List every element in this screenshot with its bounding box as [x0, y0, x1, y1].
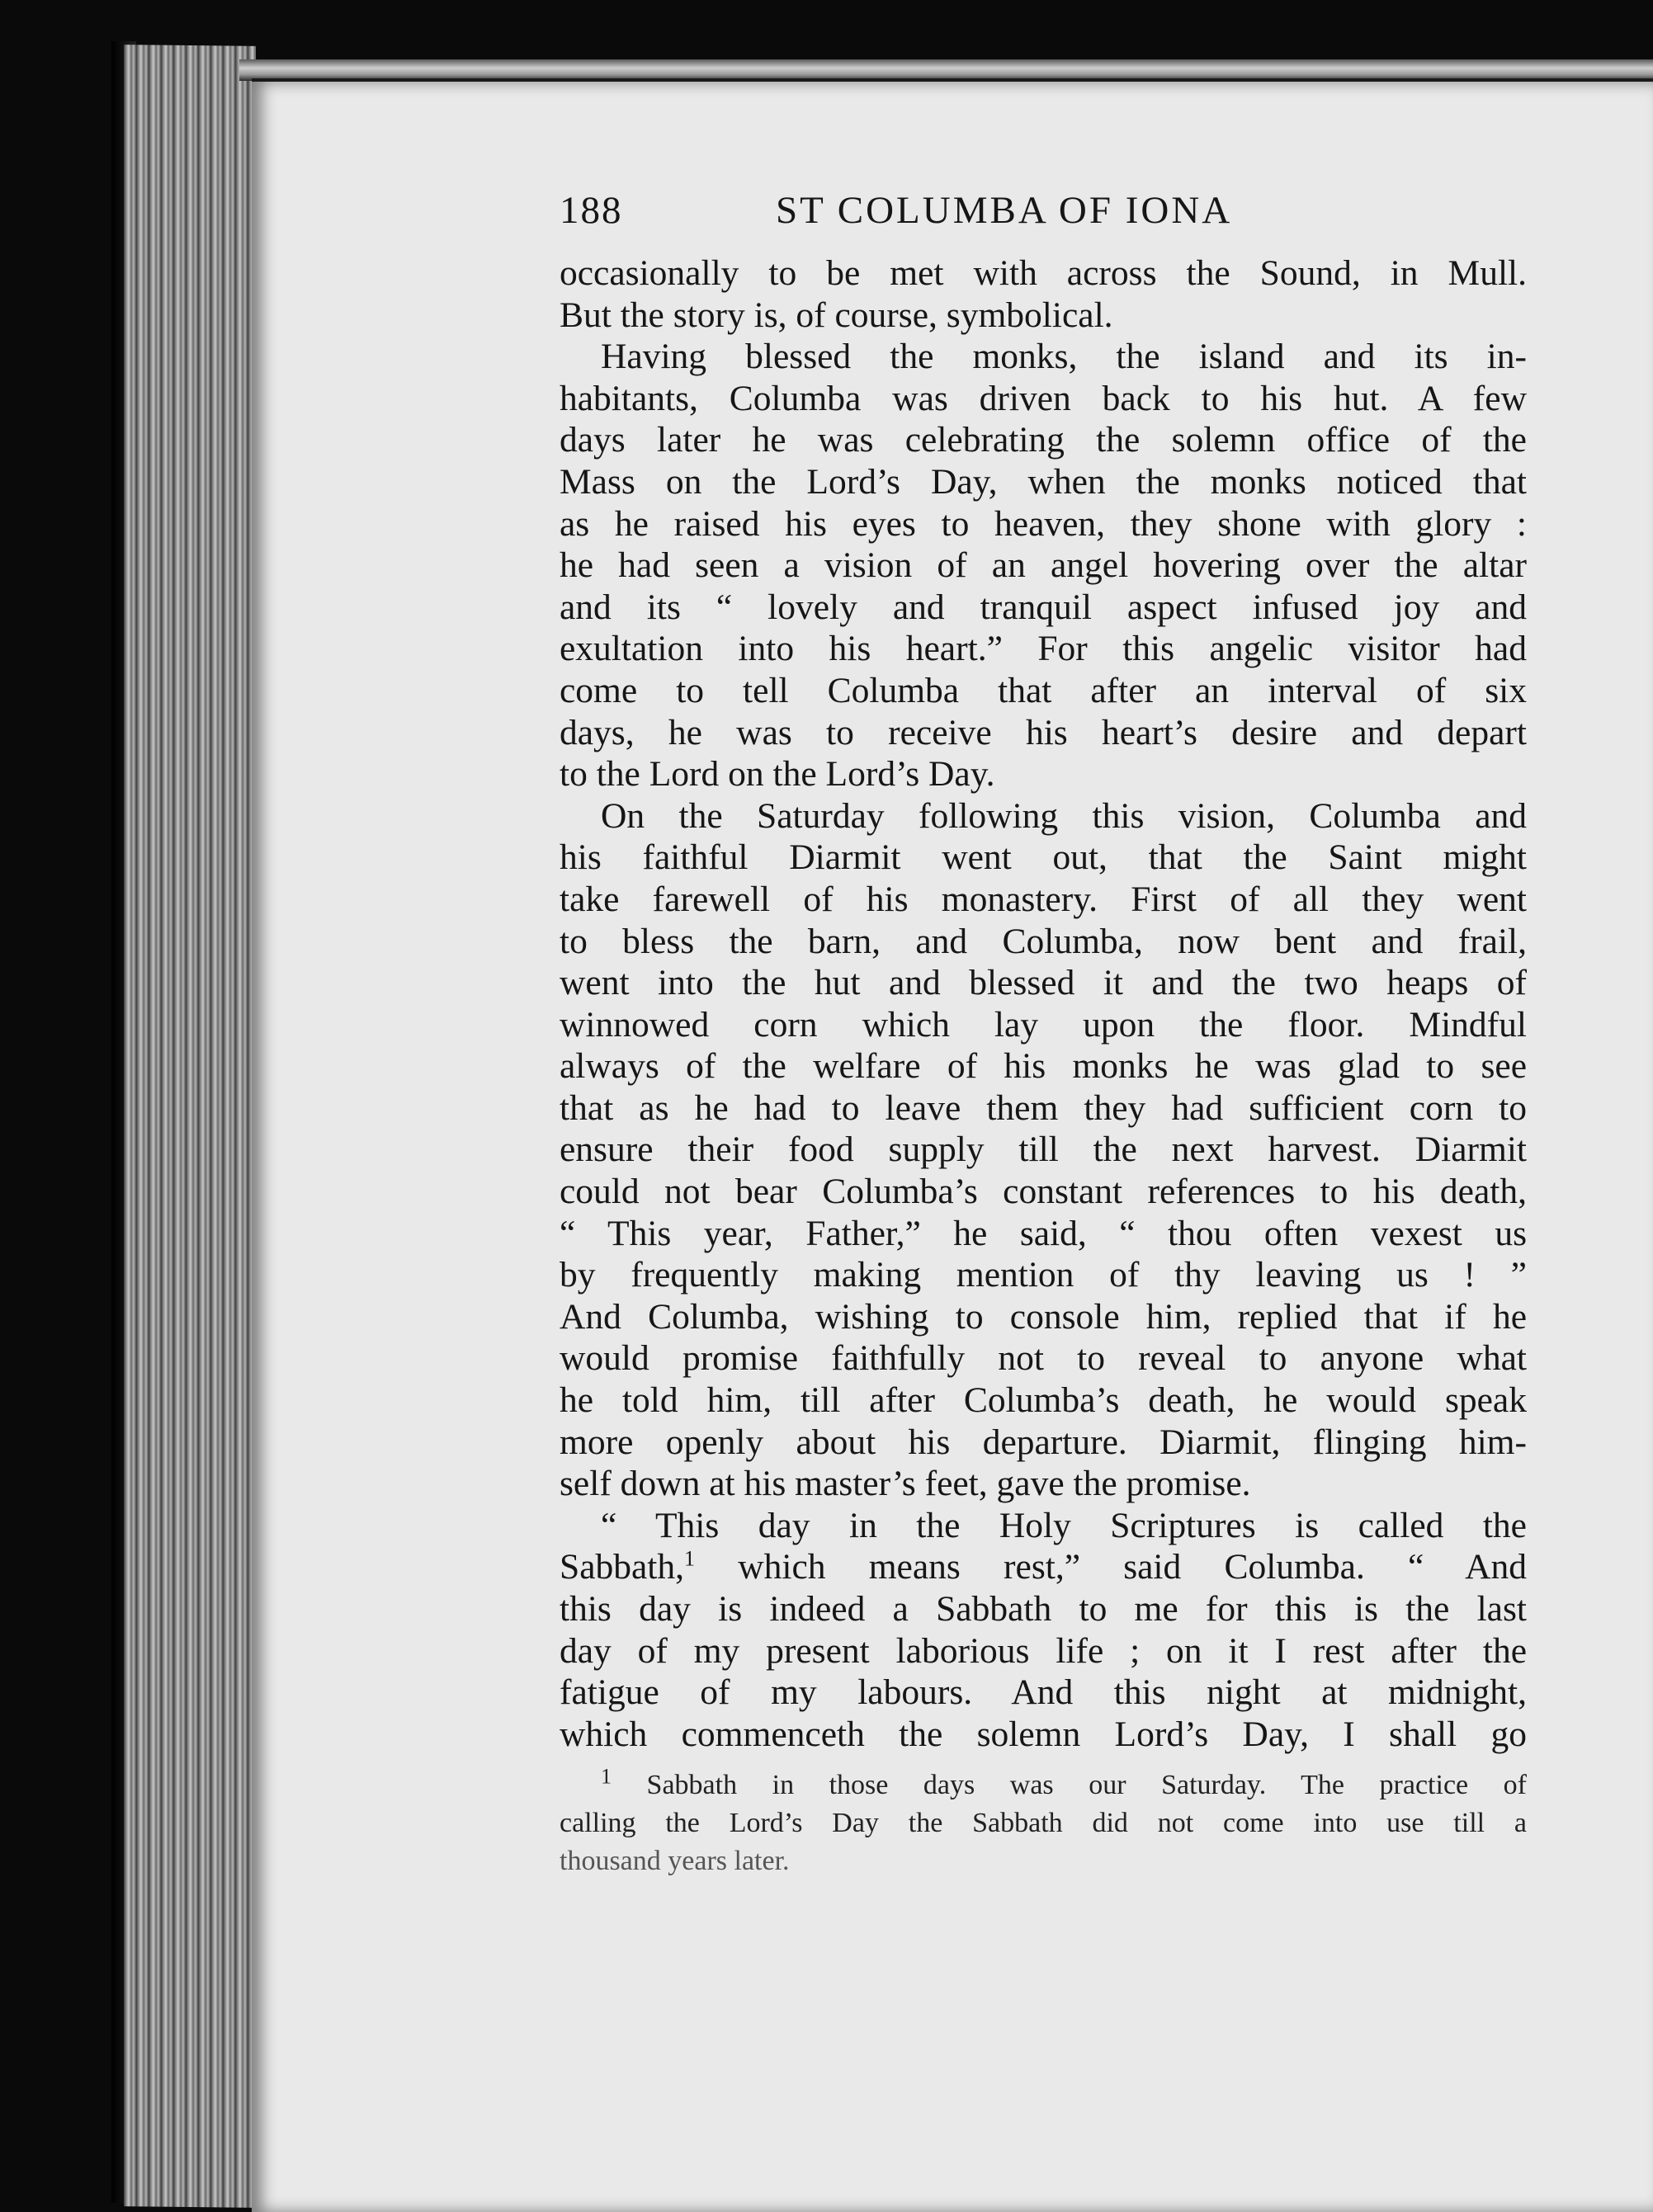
text-line: could not bear Columba’s constant references to his death,	[560, 1172, 1527, 1212]
text-line: “ This year, Father,” he said, “ thou often vexest us	[560, 1213, 1527, 1253]
text-line: self down at his master’s feet, gave the promise.	[560, 1464, 1251, 1504]
text-line: always of the welfare of his monks he was glad to see	[560, 1046, 1527, 1087]
text-line: exultation into his heart.” For this angelic visitor had	[560, 629, 1527, 669]
text-line: more openly about his departure. Diarmit, flinging him-	[560, 1422, 1527, 1462]
text-line: went into the hut and blessed it and the two heaps of	[560, 963, 1527, 1003]
text-line	[560, 1546, 1527, 1588]
text-line: he had seen a vision of an angel hovering over the altar	[560, 545, 1527, 586]
text-line: and its “ lovely and tranquil aspect infused joy and	[560, 587, 1527, 627]
text-line: habitants, Columba was driven back to his hut. A few	[560, 378, 1527, 418]
text-line: by frequently making mention of thy leaving us ! ”	[560, 1255, 1527, 1295]
text-line: he told him, till after Columba’s death, he would speak	[560, 1380, 1527, 1421]
text-line: days later he was celebrating the solemn office of the	[560, 420, 1527, 460]
text-line: ensure their food supply till the next harvest. Diarmit	[560, 1130, 1527, 1170]
text-line: winnowed corn which lay upon the floor. Mindful	[560, 1004, 1527, 1045]
text-line: days, he was to receive his heart’s desire and depart	[560, 712, 1527, 752]
text-line-rest: which means rest,” said Columba. “ And	[738, 1547, 1528, 1587]
text-line: his faithful Diarmit went out, that the Saint might	[560, 837, 1527, 878]
text-line: take farewell of his monastery. First of all they went	[560, 879, 1527, 919]
footnote-line: thousand years later.	[560, 1846, 790, 1877]
text-line: “ This day in the Holy Scriptures is called the	[601, 1505, 1527, 1545]
text-line: as he raised his eyes to heaven, they shone with glory :	[560, 503, 1527, 544]
footnote-text: Sabbath in those days was our Saturday. The practice of	[646, 1770, 1527, 1801]
text-line: And Columba, wishing to console him, replied that if he	[560, 1296, 1527, 1337]
text-line: to the Lord on the Lord’s Day.	[560, 754, 995, 795]
running-title: ST COLUMBA OF IONA	[776, 189, 1233, 232]
text-block	[560, 188, 1527, 1880]
text-line: fatigue of my labours. And this night at midnight,	[560, 1672, 1527, 1713]
footnote-ref: 1	[684, 1546, 696, 1571]
text-line: Having blessed the monks, the island and its in-	[601, 337, 1527, 377]
footnote	[560, 1766, 1527, 1880]
text-line: Mass on the Lord’s Day, when the monks noticed that	[560, 461, 1527, 502]
footnote-marker: 1	[601, 1765, 612, 1790]
page-edges	[124, 45, 256, 2208]
text-line: to bless the barn, and Columba, now bent and frail,	[560, 921, 1527, 961]
text-line: that as he had to leave them they had sufficient corn to	[560, 1087, 1527, 1128]
sabbath-word: Sabbath,	[560, 1547, 685, 1587]
text-line: day of my present laborious life ; on it I rest after the	[560, 1630, 1527, 1671]
footnote-line	[560, 1766, 1527, 1804]
text-line: come to tell Columba that after an interval of six	[560, 670, 1527, 710]
footnote-line: calling the Lord’s Day the Sabbath did not come into use till a	[560, 1808, 1527, 1839]
text-line: would promise faithfully not to reveal to anyone what	[560, 1338, 1527, 1379]
text-line: this day is indeed a Sabbath to me for this is the last	[560, 1589, 1527, 1629]
text-line: occasionally to be met with across the Sound, in Mull.	[560, 253, 1527, 293]
page-number: 188	[560, 189, 623, 232]
running-head	[560, 188, 1527, 246]
text-line: which commenceth the solemn Lord’s Day, I shall go	[560, 1714, 1527, 1754]
text-line: But the story is, of course, symbolical.	[560, 295, 1113, 335]
text-line: On the Saturday following this vision, Columba and	[601, 795, 1527, 836]
body-text	[560, 252, 1527, 1755]
